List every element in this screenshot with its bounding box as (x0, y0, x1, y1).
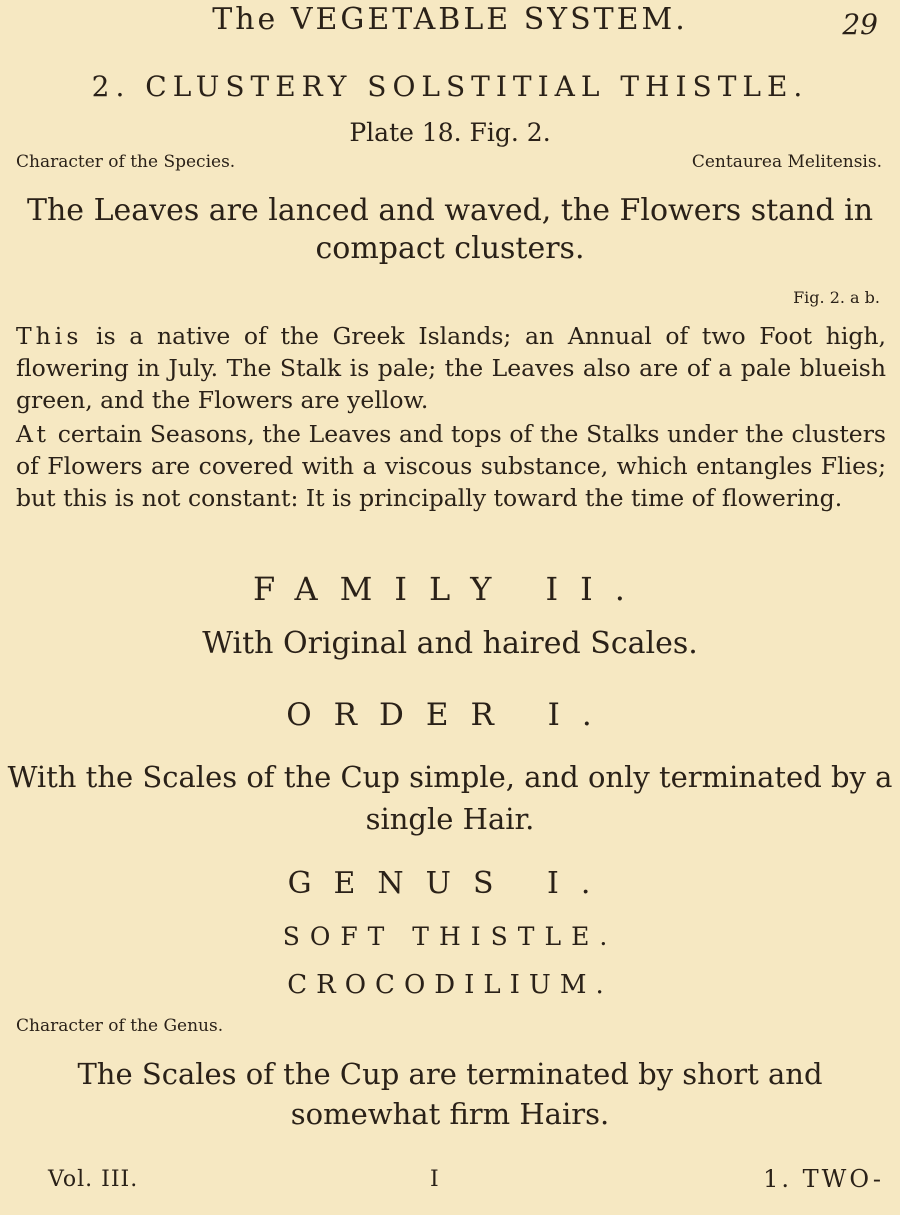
page-number: 29 (842, 8, 878, 41)
species-character-label: Character of the Species. (16, 152, 236, 172)
description-paragraph (16, 320, 886, 416)
order-subtitle: With the Scales of the Cup simple, and only terminated by a single Hair. (7, 760, 893, 836)
species-character-text: The Leaves are lanced and waved, the Flowers stand in compact clusters. (26, 193, 874, 266)
paragraph-text: certain Seasons, the Leaves and tops of the Stalks under the clusters of Flowers are covered with a viscous substance, which entangles Flies; but this is not constant: It is principally toward the time of flowering. (16, 420, 886, 512)
genus-latin-name: CROCODILIUM. (287, 970, 613, 1000)
paragraph-lead-word: This (16, 322, 83, 350)
plate-reference: Plate 18. Fig. 2. (349, 118, 551, 147)
order-heading: ORDER I. (286, 697, 614, 733)
running-head: The VEGETABLE SYSTEM. (212, 2, 688, 37)
description-paragraph (16, 418, 886, 514)
genus-english-name: SOFT THISTLE. (282, 922, 618, 951)
footer-catchword: 1. TWO- (763, 1165, 884, 1193)
footer-signature: I (430, 1167, 439, 1192)
paragraph-lead-word: At (16, 420, 51, 448)
figure-reference: Fig. 2. a b. (793, 288, 880, 307)
species-title: 2. CLUSTERY SOLSTITIAL THISTLE. (91, 70, 809, 103)
family-heading: FAMILY II. (253, 570, 647, 608)
species-latin-name: Centaurea Melitensis. (691, 152, 882, 172)
footer-volume: Vol. III. (48, 1167, 139, 1192)
paragraph-text: is a native of the Greek Islands; an Annual of two Foot high, flowering in July. The Stalk is pale; the Leaves also are of a pale blueish green, and the Flowers are yellow. (16, 322, 886, 414)
genus-character-text: The Scales of the Cup are terminated by short and somewhat firm Hairs. (77, 1057, 823, 1131)
family-subtitle: With Original and haired Scales. (202, 626, 698, 661)
genus-character-label: Character of the Genus. (16, 1016, 224, 1036)
genus-heading: GENUS I. (287, 866, 613, 901)
